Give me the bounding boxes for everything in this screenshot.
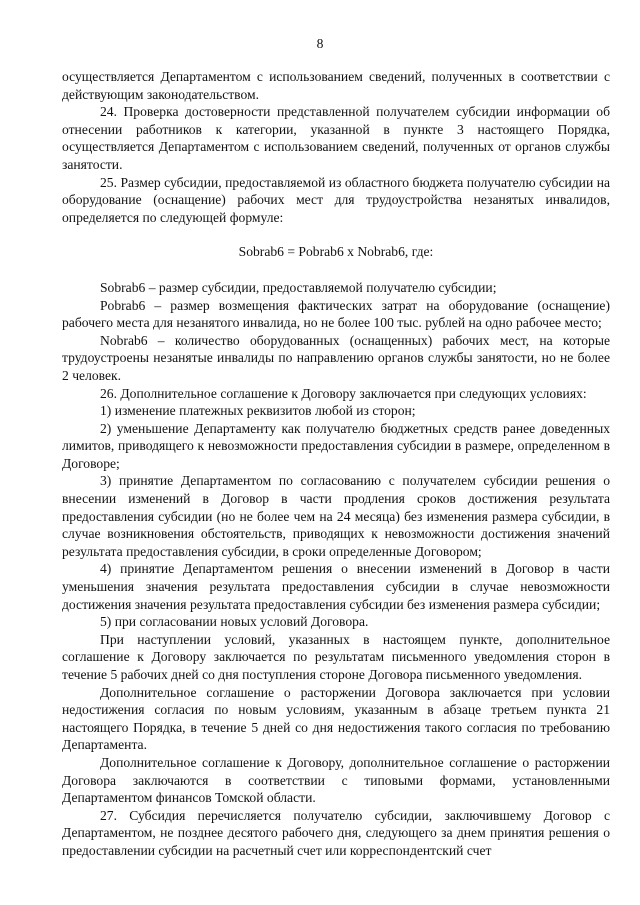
paragraph-standard-forms: Дополнительное соглашение к Договору, дополнительное соглашение о расторжении Договора заключаются в соответствии с типовыми формами, установленными Департаментом финансов Томской области. xyxy=(62,754,610,806)
definition-sobrab: Sobrab6 – размер субсидии, предоставляемой получателю субсидии; xyxy=(100,279,497,295)
formula: Sobrab6 = Pobrab6 x Nobrab6, где: xyxy=(238,244,434,260)
paragraph-24: 24. Проверка достоверности представленной получателем субсидии информации об отнесении работников к категории, указанной в пункте 3 настоящего Порядка, осуществляется Департаментом с использованием сведений, полученных от органов службы занятости. xyxy=(62,104,610,172)
page-number: 8 xyxy=(316,36,324,51)
paragraph-conditions-note: При наступлении условий, указанных в настоящем пункте, дополнительное соглашение к Договору заключается по результатам письменного уведомления сторон в течение 5 рабочих дней со дня поступления стороне Договора письменного уведомления. xyxy=(62,631,610,682)
paragraph-continuation: осуществляется Департаментом с использованием сведений, полученных в соответствии с действующим законодательством. xyxy=(62,69,610,102)
condition-5: 5) при согласовании новых условий Договора. xyxy=(100,614,369,630)
document-body xyxy=(62,68,610,860)
condition-1: 1) изменение платежных реквизитов любой из сторон; xyxy=(100,403,416,419)
definition-nobrab: Nobrab6 – количество оборудованных (оснащенных) рабочих мест, на которые трудоустроены незанятые инвалиды по направлению органов службы занятости, но не более 2 человек. xyxy=(62,332,610,383)
paragraph-25: 25. Размер субсидии, предоставляемой из областного бюджета получателю субсидии на оборудование (оснащение) рабочих мест для трудоустройства незанятых инвалидов, определяется по следующей формуле: xyxy=(62,174,610,225)
definition-pobrab: Pobrab6 – размер возмещения фактических затрат на оборудование (оснащение) рабочего места для незанятого инвалида, но не более 100 тыс. рублей на одно рабочее место; xyxy=(62,297,610,331)
paragraph-termination: Дополнительное соглашение о расторжении Договора заключается при условии недостижения согласия по новым условиям, указанным в абзаце третьем пункта 21 настоящего Порядка, в течение 5 дней со дня недостижения такого согласия по требованию Департамента. xyxy=(62,684,610,753)
condition-2: 2) уменьшение Департаменту как получателю бюджетных средств ранее доведенных лимитов, приводящего к невозможности предоставления субсидии в размере, определенном в Договоре; xyxy=(62,420,610,471)
paragraph-26: 26. Дополнительное соглашение к Договору заключается при следующих условиях: xyxy=(100,385,587,401)
paragraph-27: 27. Субсидия перечисляется получателю субсидии, заключившему Договор с Департаментом, не позднее десятого рабочего дня, следующего за днем принятия решения о предоставлении субсидии на расчетный счет или корреспондентский счет xyxy=(62,807,610,858)
condition-4: 4) принятие Департаментом решения о внесении изменений в Договор в части уменьшения значения результата предоставления субсидии в случае невозможности достижения значения результата предоставления субсидии без изменения размера субсидии; xyxy=(62,561,610,612)
condition-3: 3) принятие Департаментом по согласованию с получателем субсидии решения о внесении изменений в Договор в части продления сроков достижения результата предоставления субсидии (но не более чем на 24 месяца) без изменения размера субсидии, в случае возникновения обстоятельств, приводящих к невозможности достижения значений результата предоставления субсидии, в сроки определенные Договором; xyxy=(62,473,610,559)
